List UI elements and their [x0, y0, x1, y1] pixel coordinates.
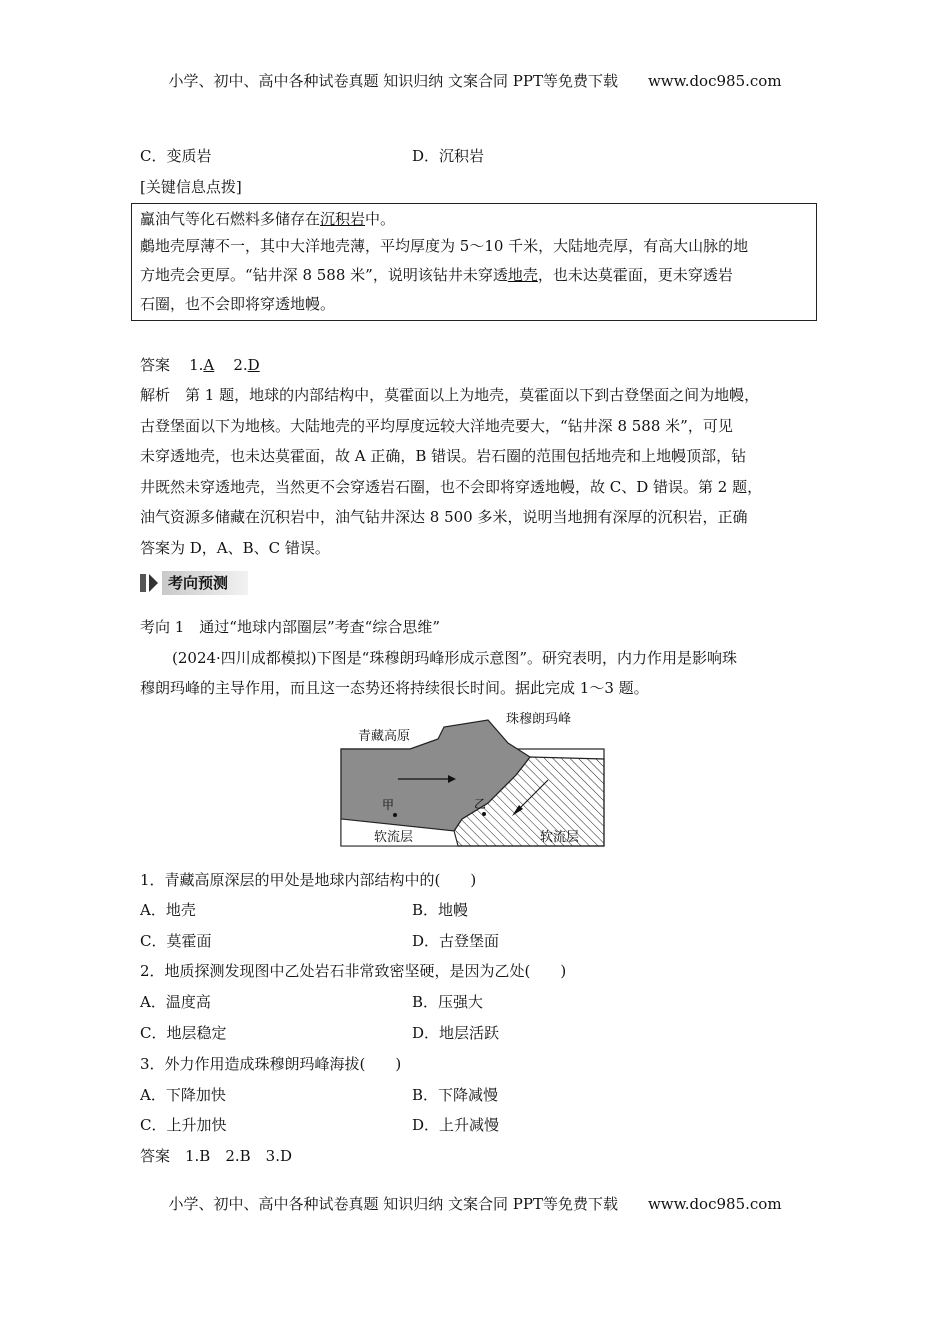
question-3-option-d: D．上升减慢: [412, 1116, 500, 1134]
page-footer: [0, 1193, 950, 1214]
question-2-option-c: C．地层稳定: [140, 1024, 227, 1042]
answer-line-2: 答案 1.B 2.B 3.D: [140, 1147, 293, 1165]
answer-1-num: 1.: [189, 356, 204, 374]
key-info-underline-crust: 地壳: [507, 266, 538, 284]
question-2-stem: 2．地质探测发现图中乙处岩石非常致密坚硬，是因为乙处( ): [140, 962, 567, 980]
key-info-box: [131, 203, 817, 321]
answer-line-1: [140, 354, 260, 375]
label-plateau: 青藏高原: [358, 729, 411, 744]
header-text: 小学、初中、高中各种试卷真题 知识归纳 文案合同 PPT等免费下载: [168, 72, 618, 90]
point-yi: [482, 812, 486, 816]
label-asthenosphere-left: 软流层: [374, 830, 414, 845]
section-title: 考向预测: [162, 571, 248, 595]
key-info-line-1: [140, 208, 395, 229]
key-info-line-2: 鸆地壳厚薄不一，其中大洋地壳薄，平均厚度为 5～10 千米，大陆地壳厚，有高大山脉的地: [140, 237, 749, 255]
analysis-line-3: 未穿透地壳，也未达莫霍面，故 A 正确，B 错误。岩石圈的范围包括地壳和上地幔顶部，钻: [140, 447, 747, 465]
key-info-line-4: 石圈，也不会即将穿透地幔。: [140, 295, 336, 313]
intro-line-2: 穆朗玛峰的主导作用，而且这一态势还将持续很长时间。据此完成 1～3 题。: [140, 679, 649, 697]
question-1-option-d: D．古登堡面: [412, 932, 500, 950]
answer-2-value: D: [247, 356, 260, 374]
topic-line: 考向 1 通过“地球内部圈层”考查“综合思维”: [140, 618, 440, 636]
question-1-option-c: C．莫霍面: [140, 932, 212, 950]
key-info-line-3-post: ，也未达莫霍面，更未穿透岩: [537, 266, 733, 284]
label-yi: 乙: [474, 797, 487, 811]
question-3-stem: 3．外力作用造成珠穆朗玛峰海拔( ): [140, 1055, 402, 1073]
question-3-option-b: B．下降减慢: [412, 1086, 499, 1104]
page-header: [0, 70, 950, 91]
footer-site: www.doc985.com: [647, 1195, 782, 1213]
prev-option-c: C．变质岩: [140, 147, 212, 165]
footer-text: 小学、初中、高中各种试卷真题 知识归纳 文案合同 PPT等免费下载: [168, 1195, 618, 1213]
section-marker-icon: [140, 574, 162, 592]
analysis-line-2: 古登堡面以下为地核。大陆地壳的平均厚度远较大洋地壳要大，“钻井深 8 588 米”，可见: [140, 417, 733, 435]
question-3-option-a: A．下降加快: [140, 1086, 226, 1104]
question-2-option-b: B．压强大: [412, 993, 484, 1011]
answer-1-value: A: [203, 356, 215, 374]
prev-option-d: D．沉积岩: [412, 147, 485, 165]
question-1-option-b: B．地幔: [412, 901, 469, 919]
label-jia: 甲: [382, 798, 395, 812]
analysis-line-4: 井既然未穿透地壳，当然更不会穿透岩石圈，也不会即将穿透地幔，故 C、D 错误。第 2 题，: [140, 478, 763, 496]
everest-formation-figure: [338, 705, 608, 850]
key-info-underline-sedimentary: 沉积岩: [320, 210, 366, 228]
question-2-option-a: A．温度高: [140, 993, 211, 1011]
section-heading: [140, 571, 248, 595]
label-peak: 珠穆朗玛峰: [506, 712, 572, 727]
answer-2-num: 2.: [233, 356, 248, 374]
key-info-label: [关键信息点拨]: [140, 178, 242, 196]
question-2-option-d: D．地层活跃: [412, 1024, 500, 1042]
key-info-line-3: [140, 264, 733, 285]
header-site: www.doc985.com: [647, 72, 782, 90]
key-info-line-1-post: 中。: [365, 210, 396, 228]
question-3-option-c: C．上升加快: [140, 1116, 227, 1134]
point-jia: [393, 813, 397, 817]
analysis-line-1: 解析 第 1 题，地球的内部结构中，莫霍面以上为地壳，莫霍面以下到古登堡面之间为地幔，: [140, 386, 760, 404]
analysis-line-6: 答案为 D，A、B、C 错误。: [140, 539, 330, 557]
analysis-line-5: 油气资源多储藏在沉积岩中，油气钻井深达 8 500 多米，说明当地拥有深厚的沉积岩，正确: [140, 508, 748, 526]
answer-label: 答案: [140, 356, 171, 374]
key-info-line-1-pre: 鸁油气等化石燃料多储存在: [140, 210, 321, 228]
intro-line-1: (2024·四川成都模拟)下图是“珠穆朗玛峰形成示意图”。研究表明，内力作用是影响珠: [172, 649, 737, 667]
question-1-stem: 1．青藏高原深层的甲处是地球内部结构中的( ): [140, 871, 477, 889]
key-info-line-3-pre: 方地壳会更厚。“钻井深 8 588 米”，说明该钻井未穿透: [140, 266, 508, 284]
label-asthenosphere-right: 软流层: [540, 830, 580, 845]
question-1-option-a: A．地壳: [140, 901, 196, 919]
